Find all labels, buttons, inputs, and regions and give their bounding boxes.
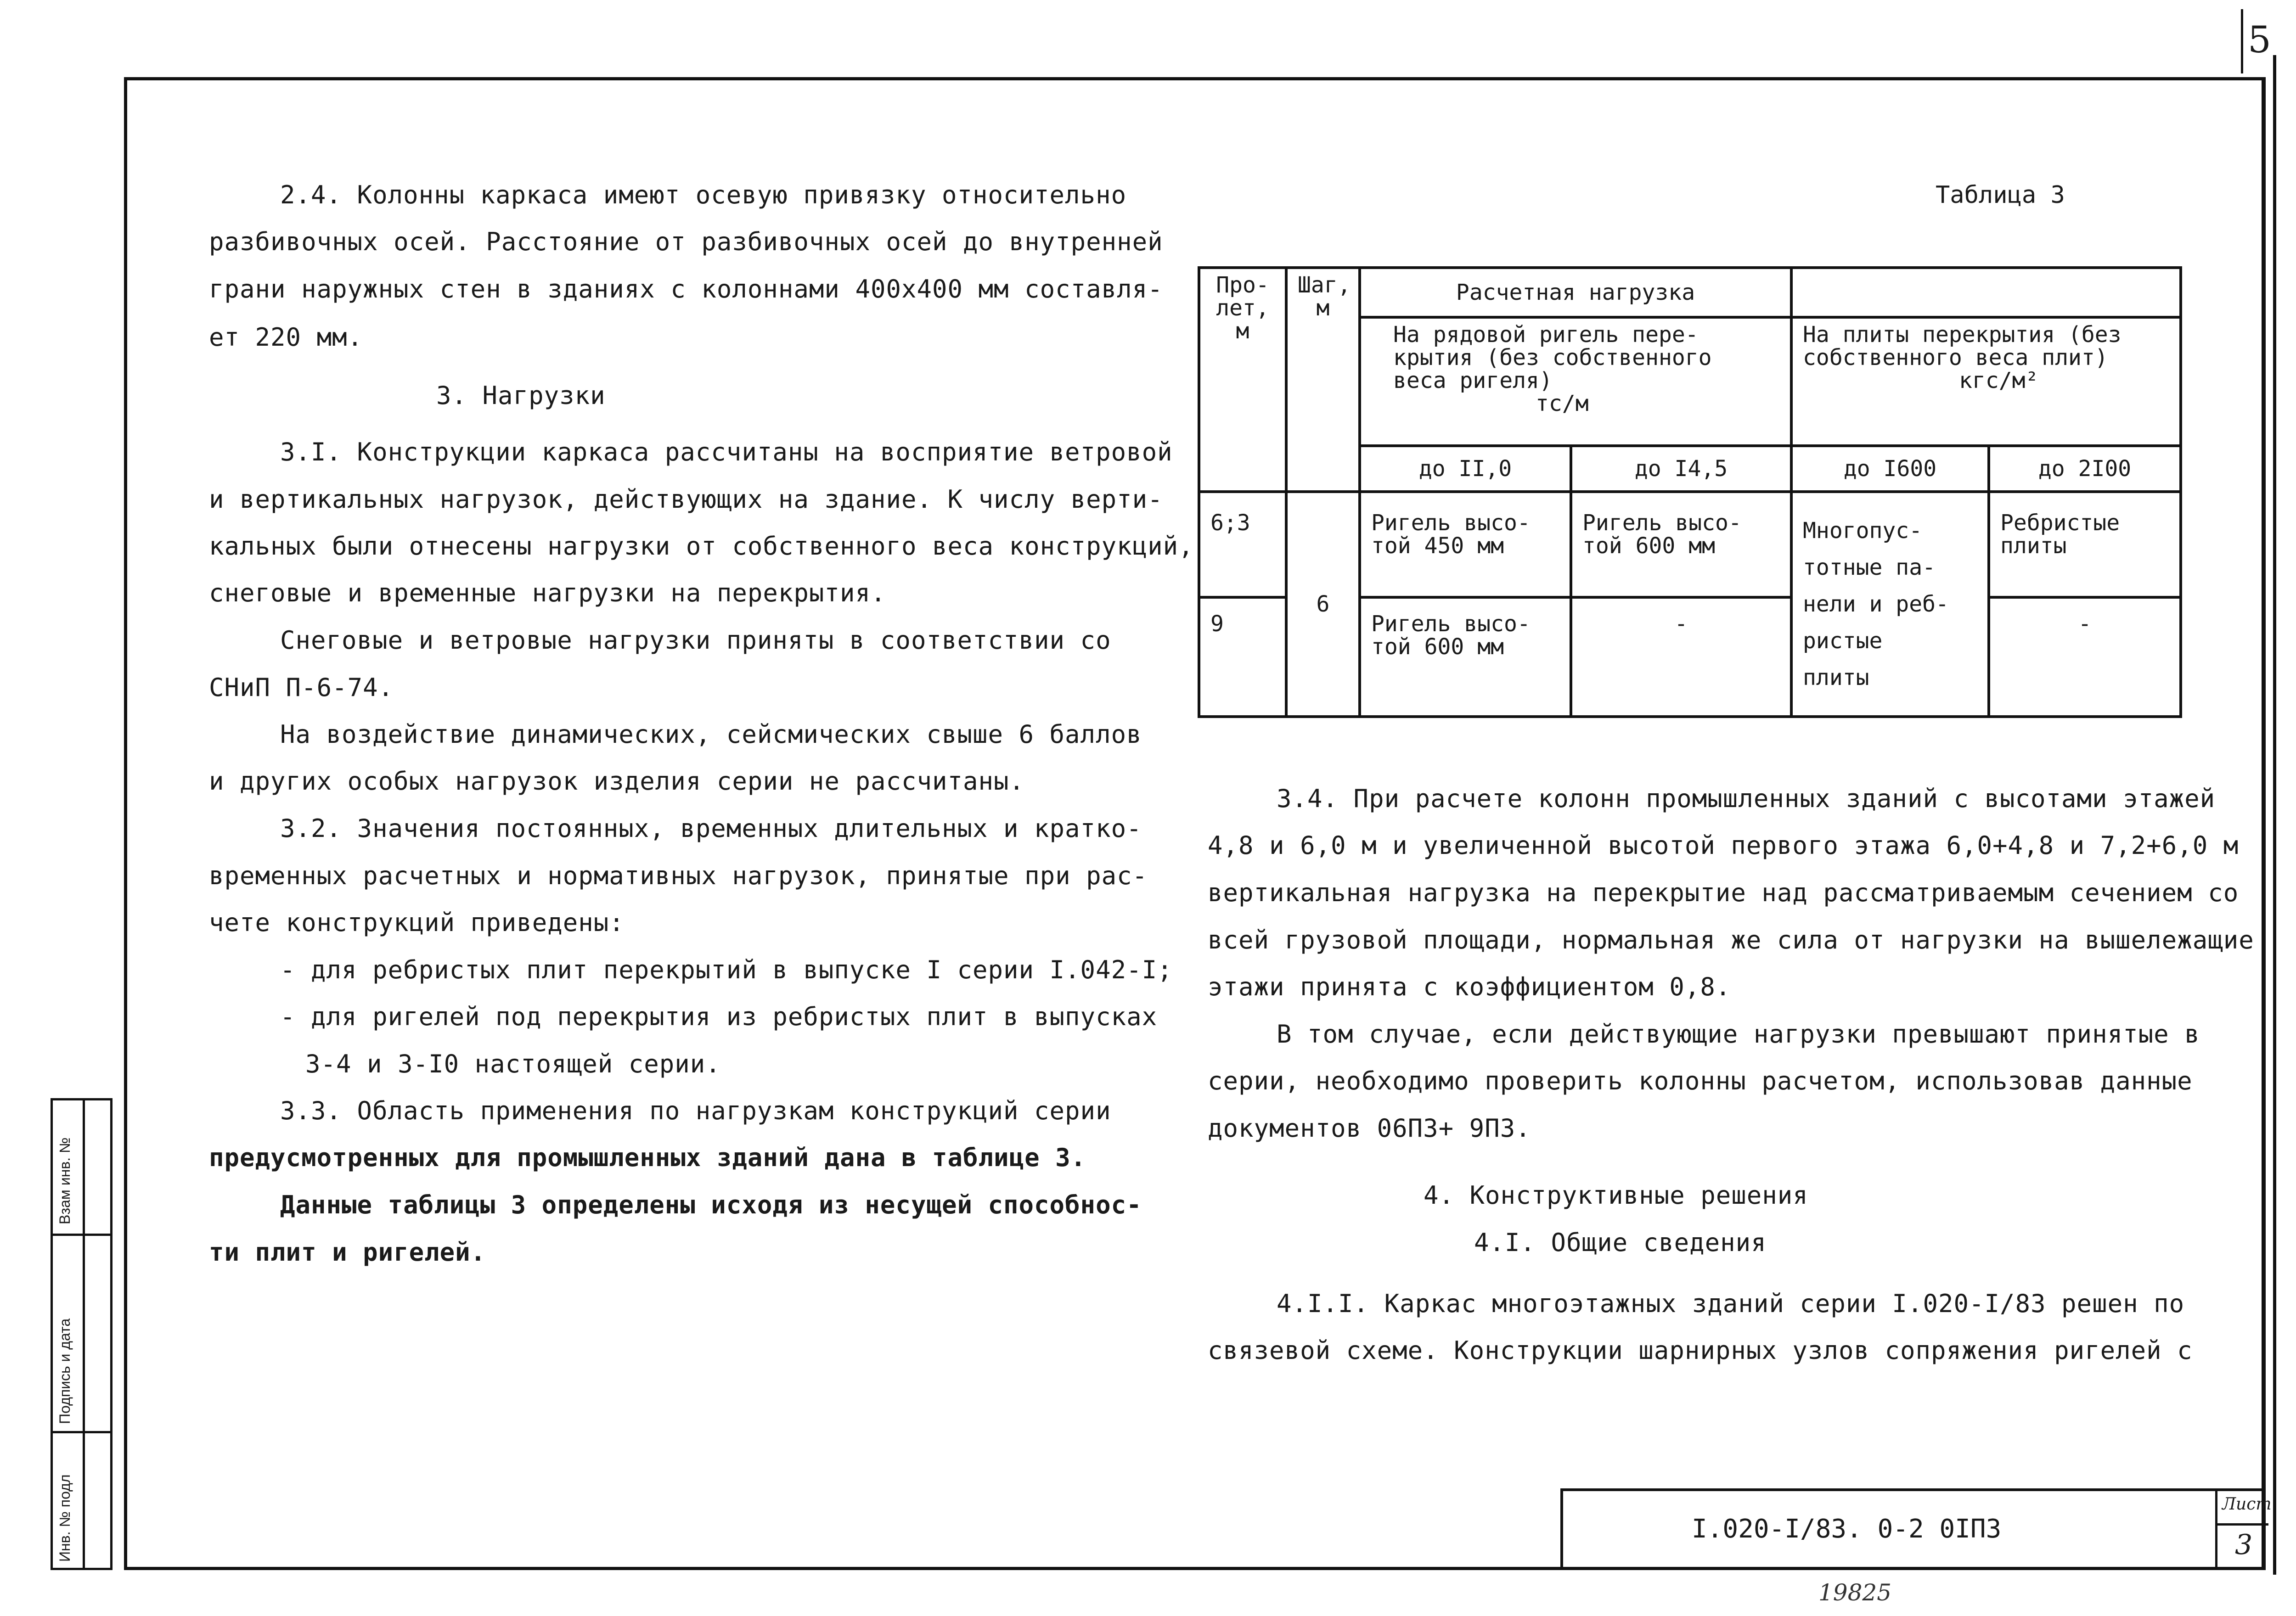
para-3-2-line: временных расчетных и нормативных нагрузок, принятые при рас- [209,861,1148,890]
header-rigel-text: На рядовой ригель пере- крытия (без собственного веса ригеля) [1393,322,1712,393]
header-slab-load [1791,317,2181,446]
sheet-label: Лист [2222,1495,2272,1514]
para-3-4-line: 4,8 и 6,0 м и увеличенной высотой первого этажа 6,0+4,8 и 7,2+6,0 м [1208,831,2239,860]
row1-ribbed-slabs: Ребристые плиты [1989,492,2181,597]
header-step: Шаг, м [1286,268,1360,492]
list-item: 3-4 и 3-I0 настоящей серии. [305,1049,721,1078]
section-4-heading: 4. Конструктивные решения [1424,1181,1808,1210]
para-table-data-line: ти плит и ригелей. [209,1238,486,1267]
para-case-line: В том случае, если действующие нагрузки превышают принятые в [1277,1020,2200,1049]
para-4-1-1-line: 4.I.I. Каркас многоэтажных зданий серии I.020-I/83 решен по [1277,1289,2185,1318]
limit-cell: до I4,5 [1571,446,1791,492]
list-item: - для ригелей под перекрытия из ребристых плит в выпусках [280,1002,1158,1031]
row2-rigel-600: Ригель высо- той 600 мм [1360,597,1571,717]
row2-slab-empty: - [1989,597,2181,717]
para-3-2-line: чете конструкций приведены: [209,908,625,937]
slab-types: Многопус- тотные па- нели и реб- ристые плиты [1791,492,1989,717]
list-item: - для ребристых плит перекрытий в выпуске I серии I.042-I; [280,955,1173,984]
row1-rigel-600: Ригель высо- той 600 мм [1571,492,1791,597]
load-table [1198,266,2182,718]
limit-cell: до I600 [1791,446,1989,492]
sheet-box-divider [2217,1523,2268,1526]
stamp-sign-date: Подпись и дата [56,1318,73,1424]
para-dynamic-line: На воздействие динамических, сейсмических свыше 6 баллов [280,720,1142,749]
row1-span: 6;3 [1199,492,1286,597]
para-3-4-line: 3.4. При расчете колонн промышленных зданий с высотами этажей [1277,784,2216,813]
para-3-4-line: всей грузовой площади, нормальная же сила от нагрузки на вышележащие [1208,926,2254,954]
para-snow-line: СНиП П-6-74. [209,673,394,702]
para-3-3-line: 3.3. Область применения по нагрузкам конструкций серии [280,1096,1111,1125]
sheet-box [2215,1491,2272,1570]
para-snow-line: Снеговые и ветровые нагрузки приняты в соответствии со [280,626,1111,655]
page-number-divider [2241,9,2243,73]
para-3-1-line: кальных были отнесены нагрузки от собственного веса конструкций, [209,532,1194,561]
para-3-2-line: 3.2. Значения постоянных, временных длительных и кратко- [280,814,1142,843]
page-number: 5 [2248,18,2271,61]
stamp-column-divider [83,1100,85,1568]
header-slab-text: На плиты перекрытия (без собственного веса плит) [1803,322,2122,370]
para-4-1-1-line: связевой схеме. Конструкции шарнирных узлов сопряжения ригелей с [1208,1336,2193,1365]
section-3-heading: 3. Нагрузки [436,381,606,410]
step-value: 6 [1286,492,1360,717]
para-3-4-line: вертикальная нагрузка на перекрытие над рассматриваемым сечением со [1208,878,2239,907]
para-3-1-line: 3.I. Конструкции каркаса рассчитаны на восприятие ветровой [280,438,1173,466]
frame-right-edge [2273,55,2276,1575]
para-2-4-line: ет 220 мм. [209,323,363,352]
header-design-load: Расчетная нагрузка [1360,268,1791,317]
table-caption: Таблица 3 [1936,181,2065,209]
header-rigel-unit: тс/м [1536,391,1589,416]
para-2-4-line: разбивочных осей. Расстояние от разбивочных осей до внутренней [209,227,1163,256]
row1-rigel-450: Ригель высо- той 450 мм [1360,492,1571,597]
row2-span: 9 [1199,597,1286,717]
limit-cell: до 2I00 [1989,446,2181,492]
document-code: I.020-I/83. 0-2 0IПЗ [1692,1514,2002,1544]
para-3-3-line: предусмотренных для промышленных зданий дана в таблице 3. [209,1143,1086,1172]
para-3-1-line: и вертикальных нагрузок, действующих на здание. К числу верти- [209,485,1163,514]
para-dynamic-line: и других особых нагрузок изделия серии не рассчитаны. [209,767,1025,796]
archive-number: 19825 [1818,1579,1892,1606]
para-2-4-line: грани наружных стен в зданиях с колоннами 400х400 мм составля- [209,275,1163,303]
section-4-1-heading: 4.I. Общие сведения [1474,1228,1767,1257]
stamp-inv-original: Инв. № подл [56,1474,73,1562]
stamp-inv-replacement: Взам инв. № [56,1137,73,1224]
header-span: Про- лет, м [1199,268,1286,492]
stamp-separator [53,1234,110,1236]
para-case-line: серии, необходимо проверить колонны расчетом, использовав данные [1208,1066,2193,1095]
para-3-4-line: этажи принята с коэффициентом 0,8. [1208,972,1731,1001]
para-case-line: документов 06ПЗ+ 9ПЗ. [1208,1114,1531,1143]
side-stamp [51,1098,113,1570]
header-rigel-load [1360,317,1791,446]
header-empty-cell [1791,268,2181,317]
header-slab-unit: кгс/м² [1959,368,2039,393]
row2-empty: - [1571,597,1791,717]
para-3-1-line: снеговые и временные нагрузки на перекрытия. [209,578,886,607]
limit-cell: до II,0 [1360,446,1571,492]
title-block [1560,1488,2272,1570]
stamp-separator [53,1431,110,1433]
sheet-number: 3 [2235,1529,2253,1561]
para-table-data-line: Данные таблицы 3 определены исходя из несущей способнос- [280,1190,1142,1219]
para-2-4-line: 2.4. Колонны каркаса имеют осевую привязку относительно [280,180,1127,209]
